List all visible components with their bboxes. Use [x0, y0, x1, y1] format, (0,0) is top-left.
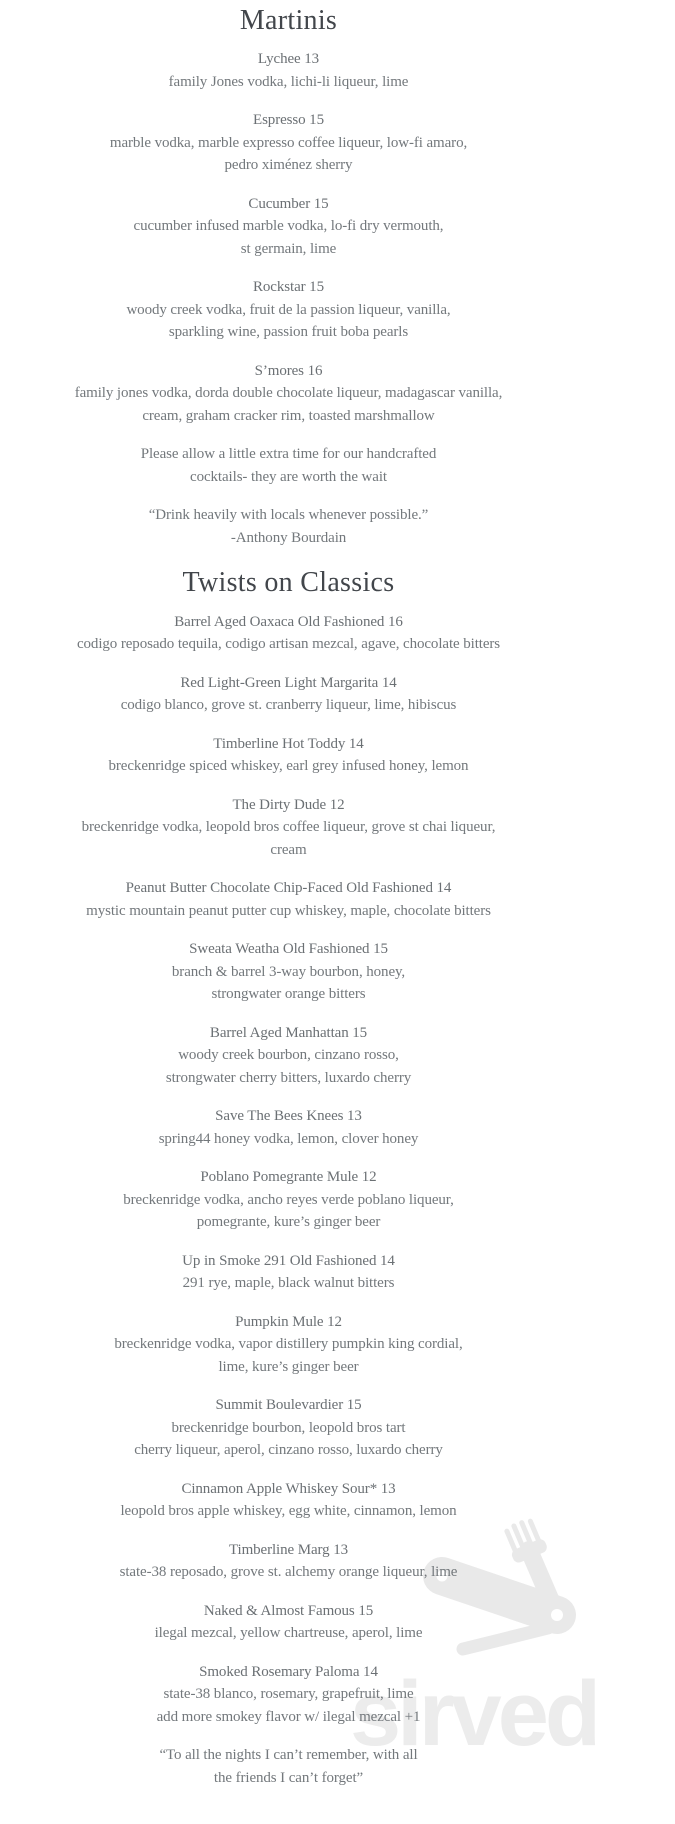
item-name-line: Naked & Almost Famous 15: [203, 1602, 374, 1619]
quote-line: “To all the nights I can’t remember, with all: [159, 1747, 418, 1764]
item-name-line: S’mores 16: [254, 362, 323, 379]
item-description-line: family jones vodka, dorda double chocolate liqueur, madagascar vanilla,: [74, 385, 503, 402]
menu-item: [0, 48, 577, 93]
item-name-line: The Dirty Dude 12: [232, 796, 345, 813]
item-name-line: Lychee 13: [257, 51, 320, 68]
quote-line: -Anthony Bourdain: [230, 529, 347, 546]
item-description-line: branch & barrel 3-way bourbon, honey,: [171, 963, 406, 980]
menu-item: [0, 1311, 577, 1379]
item-description-line: cucumber infused marble vodka, lo-fi dry vermouth,: [133, 218, 444, 235]
item-description-line: family Jones vodka, lichi-li liqueur, lime: [168, 73, 409, 90]
item-name-line: Cucumber 15: [248, 195, 329, 212]
item-name-line: Summit Boulevardier 15: [215, 1397, 362, 1414]
item-description-line: add more smokey flavor w/ ilegal mezcal +1: [156, 1708, 421, 1725]
menu-item: [0, 1661, 577, 1729]
item-description-line: st germain, lime: [240, 240, 337, 257]
quote-line: “Drink heavily with locals whenever possible.”: [148, 507, 429, 524]
menu-item: [0, 109, 577, 177]
item-description-line: breckenridge vodka, ancho reyes verde poblano liqueur,: [123, 1191, 454, 1208]
item-description-line: woody creek vodka, fruit de la passion liqueur, vanilla,: [126, 301, 451, 318]
item-description-line: breckenridge bourbon, leopold bros tart: [171, 1419, 406, 1436]
menu-item: [0, 794, 577, 862]
menu-quote: [0, 504, 577, 549]
item-description-line: cherry liqueur, aperol, cinzano rosso, luxardo cherry: [134, 1442, 443, 1459]
item-name-line: Barrel Aged Manhattan 15: [209, 1024, 368, 1041]
menu-item: [0, 1166, 577, 1234]
item-name-line: Save The Bees Knees 13: [215, 1108, 362, 1125]
item-description-line: breckenridge vodka, vapor distillery pumpkin king cordial,: [114, 1336, 463, 1353]
item-description-line: mystic mountain peanut putter cup whiskey, maple, chocolate bitters: [86, 902, 491, 919]
watermark-text: sirved: [350, 1663, 598, 1765]
item-name-line: Up in Smoke 291 Old Fashioned 14: [182, 1252, 395, 1269]
item-description-line: ilegal mezcal, yellow chartreuse, aperol, lime: [154, 1625, 423, 1642]
item-description-line: state-38 blanco, rosemary, grapefruit, lime: [163, 1686, 414, 1703]
item-description-line: 291 rye, maple, black walnut bitters: [182, 1275, 395, 1292]
item-name-line: Timberline Hot Toddy 14: [213, 735, 364, 752]
item-description-line: marble vodka, marble expresso coffee liqueur, low-fi amaro,: [109, 134, 468, 151]
note-line: cocktails- they are worth the wait: [190, 468, 387, 485]
menu-item: [0, 276, 577, 344]
item-name-line: Barrel Aged Oaxaca Old Fashioned 16: [174, 613, 403, 630]
item-description-line: strongwater cherry bitters, luxardo cherry: [165, 1069, 412, 1086]
menu-item: [0, 193, 577, 261]
item-description-line: lime, kure’s ginger beer: [218, 1358, 359, 1375]
item-description-line: cream: [270, 841, 307, 858]
item-description-line: codigo reposado tequila, codigo artisan mezcal, agave, chocolate bitters: [76, 636, 501, 653]
menu-item: [0, 1250, 577, 1295]
menu-item: [0, 733, 577, 778]
item-description-line: cream, graham cracker rim, toasted marshmallow: [142, 407, 435, 424]
note-line: Please allow a little extra time for our handcrafted: [140, 446, 437, 463]
menu-item: [0, 1394, 577, 1462]
menu-note: [0, 443, 577, 488]
menu-item: [0, 672, 577, 717]
menu-item: [0, 1539, 577, 1584]
item-name-line: Red Light-Green Light Margarita 14: [180, 674, 397, 691]
menu-item: [0, 938, 577, 1006]
item-description-line: pedro ximénez sherry: [224, 157, 353, 174]
item-name-line: Espresso 15: [253, 112, 324, 129]
quote-line: the friends I can’t forget”: [213, 1769, 364, 1786]
item-name-line: Pumpkin Mule 12: [235, 1313, 342, 1330]
item-description-line: woody creek bourbon, cinzano rosso,: [178, 1047, 399, 1064]
item-name-line: Rockstar 15: [253, 279, 324, 296]
item-description-line: state-38 reposado, grove st. alchemy orange liqueur, lime: [119, 1564, 458, 1581]
menu-item: [0, 360, 577, 428]
menu-item: [0, 1105, 577, 1150]
item-name-line: Smoked Rosemary Paloma 14: [199, 1663, 378, 1680]
item-name-line: Timberline Marg 13: [228, 1541, 349, 1558]
item-name-line: Cinnamon Apple Whiskey Sour* 13: [181, 1480, 396, 1497]
item-description-line: breckenridge vodka, leopold bros coffee liqueur, grove st chai liqueur,: [81, 819, 496, 836]
menu-item: [0, 1478, 577, 1523]
menu-item: [0, 1600, 577, 1645]
menu-quote: [0, 1744, 577, 1789]
item-description-line: spring44 honey vodka, lemon, clover honey: [158, 1130, 419, 1147]
item-description-line: breckenridge spiced whiskey, earl grey infused honey, lemon: [108, 758, 469, 775]
menu-item: [0, 611, 577, 656]
menu-item: [0, 1022, 577, 1090]
section-title-twists-on-classics: Twists on Classics: [182, 567, 395, 599]
section-title-martinis: Martinis: [239, 5, 338, 36]
item-description-line: sparkling wine, passion fruit boba pearls: [168, 324, 409, 341]
item-name-line: Peanut Butter Chocolate Chip-Faced Old Fashioned 14: [125, 880, 452, 897]
item-description-line: leopold bros apple whiskey, egg white, cinnamon, lemon: [120, 1503, 457, 1520]
item-description-line: codigo blanco, grove st. cranberry liqueur, lime, hibiscus: [120, 697, 457, 714]
menu-item: [0, 877, 577, 922]
item-description-line: strongwater orange bitters: [211, 986, 366, 1003]
item-name-line: Poblano Pomegrante Mule 12: [200, 1169, 377, 1186]
item-name-line: Sweata Weatha Old Fashioned 15: [189, 941, 388, 958]
item-description-line: pomegrante, kure’s ginger beer: [196, 1214, 381, 1231]
